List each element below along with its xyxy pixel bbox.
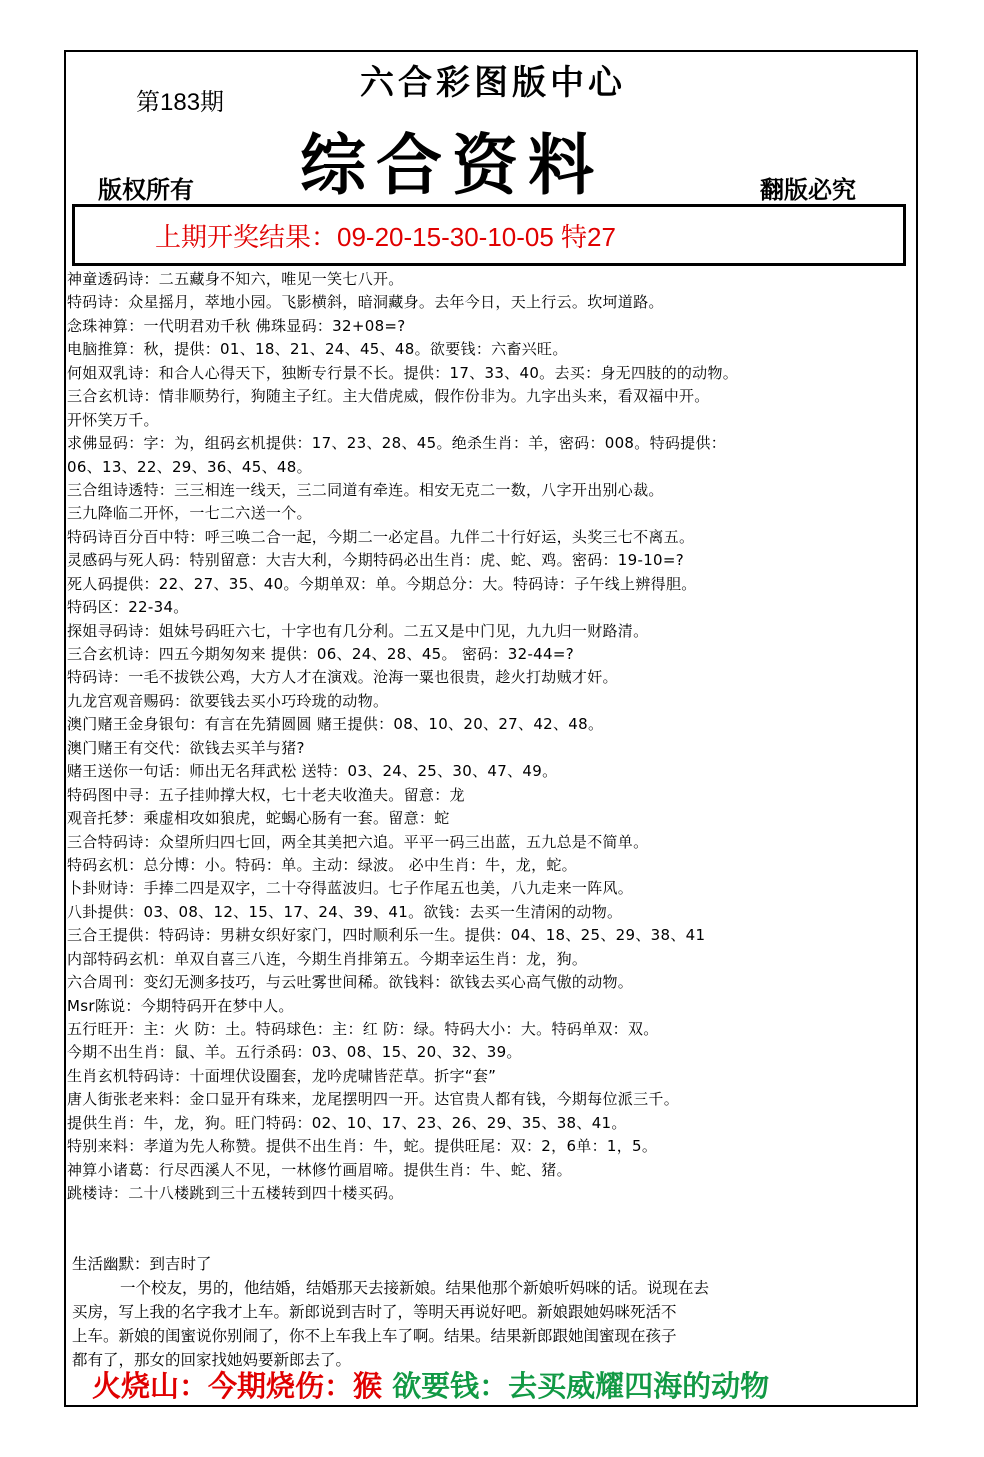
tip-line: 特别来料：孝道为先人称赞。提供不出生肖：牛，蛇。提供旺尾：双：2，6单：1，5。 [67, 1137, 658, 1156]
story-line: 都有了，那女的回家找她妈要新郎去了。 [72, 1351, 352, 1369]
tip-line: 唐人街张老来料：金口显开有珠来，龙尾摆明四一开。达官贵人都有钱，今期每位派三千。 [67, 1090, 680, 1109]
story-line: 上车。新娘的闺蜜说你别闹了，你不上车我上车了啊。结果。结果新郎跟她闺蜜现在孩子 [72, 1327, 677, 1345]
tip-line: 三合玄机诗：四五今期匆匆来 提供：06、24、28、45。 密码：32-44=? [67, 645, 575, 663]
story-line: 一个校友，男的，他结婚，结婚那天去接新娘。结果他那个新娘听妈咪的话。说现在去 [120, 1279, 710, 1297]
piracy-tag: 翻版必究 [760, 175, 856, 204]
story-line: 买房，写上我的名字我才上车。新郎说到吉时了，等明天再说好吧。新娘跟她妈咪死活不 [72, 1303, 677, 1321]
big-title: 综合资料 [300, 126, 604, 204]
tip-line: 三合王提供：特码诗：男耕女织好家门，四时顺利乐一生。提供：04、18、25、29、38、41 [67, 926, 706, 945]
tip-line: 死人码提供：22、27、35、40。今期单双：单。今期总分：大。特码诗：子午线上辨得胆。 [67, 574, 697, 593]
bottom-banner [92, 1364, 769, 1405]
tip-line: 三合特码诗：众望所归四七回，两全其美把六追。平平一码三出蓝，五九总是不简单。 [67, 832, 649, 851]
tip-line: 神算小诸葛：行尽西溪人不见，一林修竹画眉啼。提供生肖：牛、蛇、猪。 [67, 1160, 572, 1179]
tip-line: 特码区：22-34。 [67, 598, 189, 617]
tip-line: 卜卦财诗：手捧二四是双字，二十夺得蓝波归。七子作尾五也美，八九走来一阵风。 [67, 879, 634, 898]
story-title: 生活幽默：到吉时了 [72, 1255, 212, 1273]
tip-line: 特码诗百分百中特：呼三唤二合一起，今期二一必定昌。九伴二十行好运，头奖三七不离五。 [67, 527, 695, 546]
tip-line: 赌王送你一句话：师出无名拜武松 送特：03、24、25、30、47、49。 [67, 762, 558, 781]
tip-line: 澳门赌王金身银句：有言在先猜圆圆 赌王提供：08、10、20、27、42、48。 [67, 715, 604, 734]
result-box [72, 204, 906, 266]
issue-number: 第183期 [136, 89, 225, 116]
tip-line: 开怀笑万千。 [67, 410, 159, 429]
tip-line: 三合玄机诗：情非顺势行，狗随主子红。主大借虎威，假作份非为。九字出头来，看双福中开。 [67, 387, 710, 406]
banner-part2: 欲要钱：去买威耀四海的动物 [392, 1369, 770, 1403]
story-section [72, 1252, 908, 1372]
tip-line: 神童透码诗：二五藏身不知六，唯见一笑七八开。 [67, 270, 404, 288]
tip-line: 特码图中寻：五子挂帅撑大权，七十老夫收渔夫。留意：龙 [67, 785, 465, 804]
tip-line: 内部特码玄机：单双自喜三八连，今期生肖排第五。今期幸运生肖：龙，狗。 [67, 949, 588, 968]
tip-line: 五行旺开：主：火 防：土。特码球色：主：红 防：绿。特码大小：大。特码单双：双。 [67, 1020, 659, 1038]
tip-line: 电脑推算：秋，提供：01、18、21、24、45、48。欲要钱：六畜兴旺。 [67, 340, 568, 359]
tip-line: 特码玄机：总分博：小。特码：单。主动：绿波。 必中生肖：牛，龙，蛇。 [67, 855, 577, 874]
tip-line: 三九降临二开怀，一七二六送一个。 [67, 504, 312, 523]
last-result: 上期开奖结果：09-20-15-30-10-05 特27 [155, 222, 616, 252]
center-title: 六合彩图版中心 [360, 63, 626, 103]
tip-line: 九龙宫观音赐码：欲要钱去买小巧玲珑的动物。 [67, 691, 389, 710]
copyright-tag: 版权所有 [98, 175, 194, 204]
banner-part1: 火烧山：今期烧伤：猴 [92, 1369, 383, 1403]
tip-line: 三合组诗透特：三三相连一线天，三二同道有牵连。相安无克二一数，八字开出别心裁。 [67, 480, 664, 499]
tip-line: Msr陈说：今期特码开在梦中人。 [67, 996, 294, 1015]
tip-line: 八卦提供：03、08、12、15、17、24、39、41。欲钱：去买一生清闲的动物。 [67, 902, 623, 921]
tip-line: 求佛显码：字：为，组码玄机提供：17、23、28、45。绝杀生肖：羊，密码：008。特码提供： [67, 434, 727, 453]
tip-line: 特码诗：一毛不拔铁公鸡，大方人才在演戏。沧海一粟也很贵，趁火打劫贼才奸。 [67, 668, 618, 687]
tip-line: 念珠神算：一代明君劝千秋 佛珠显码：32+08=? [67, 316, 406, 335]
tips-list [67, 268, 915, 1206]
tip-line: 生肖玄机特码诗：十面埋伏设圈套，龙吟虎啸皆茫草。折字“套” [67, 1066, 497, 1085]
tip-line: 跳楼诗：二十八楼跳到三十五楼转到四十楼买码。 [67, 1184, 404, 1203]
tip-line: 何姐双乳诗：和合人心得天下，独断专行景不长。提供：17、33、40。去买：身无四肢的的动物。 [67, 363, 739, 382]
tip-line: 06、13、22、29、36、45、48。 [67, 457, 312, 476]
tip-line: 观音托梦：乘虚相攻如狼虎，蛇蝎心肠有一套。留意：蛇 [67, 809, 450, 828]
tip-line: 澳门赌王有交代：欲钱去买羊与猪? [67, 738, 305, 757]
tip-line: 探姐寻码诗：姐妹号码旺六七，十字也有几分利。二五又是中门见，九九归一财路清。 [67, 621, 649, 640]
tip-line: 灵感码与死人码：特别留意：大吉大利，今期特码必出生肖：虎、蛇、鸡。密码：19-10=? [67, 551, 685, 570]
tip-line: 特码诗：众星摇月，萃地小园。飞影横斜，暗洞藏身。去年今日，天上行云。坎坷道路。 [67, 293, 664, 312]
tip-line: 六合周刊：变幻无测多技巧，与云吐雾世间稀。欲钱料：欲钱去买心高气傲的动物。 [67, 973, 634, 992]
tip-line: 今期不出生肖：鼠、羊。五行杀码：03、08、15、20、32、39。 [67, 1043, 522, 1062]
tip-line: 提供生肖：牛，龙，狗。旺门特码：02、10、17、23、26、29、35、38、41。 [67, 1113, 627, 1132]
